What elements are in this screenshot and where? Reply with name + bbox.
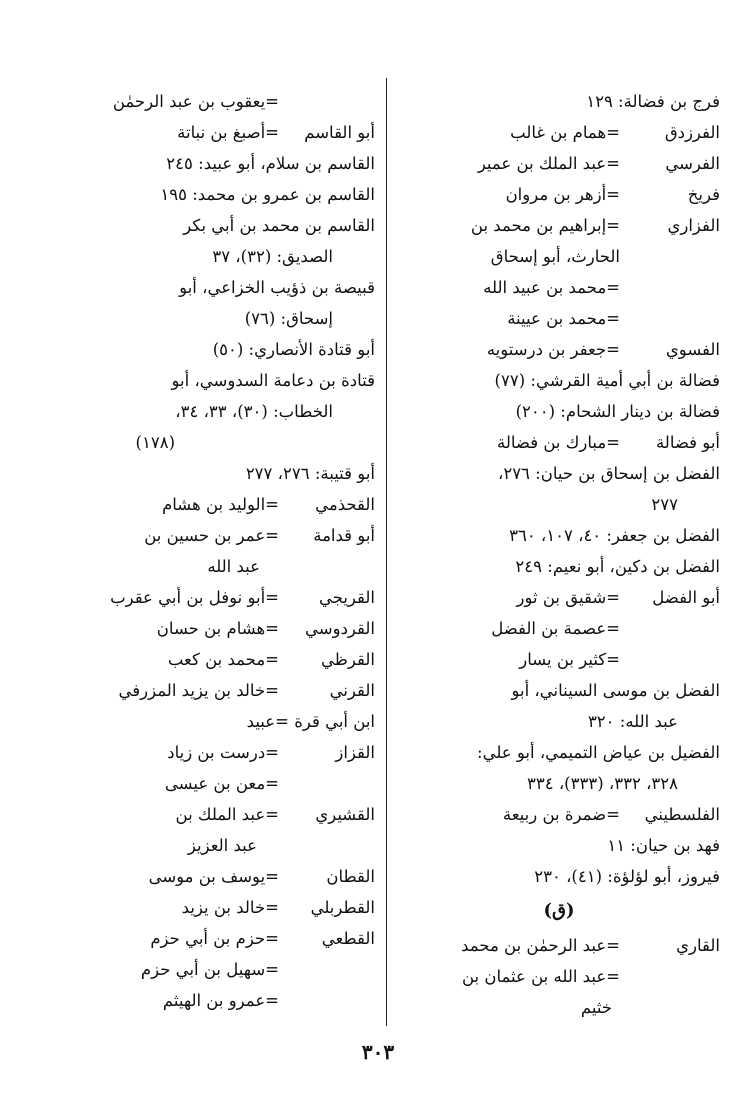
entry-continuation: عبد الله — [207, 557, 260, 576]
entry-name: القطربلي — [310, 898, 375, 917]
entry-name: الفسوي — [665, 340, 720, 359]
entry-name: القرظي — [321, 650, 375, 669]
entry-name: أبو الفضل — [652, 588, 720, 607]
entry-name: الفلسطيني — [644, 805, 720, 824]
index-entry: الفضل بن موسى السيناني، أبو — [511, 681, 720, 700]
entry-reference: =عبد الملك بن — [175, 805, 279, 824]
entry-reference: =أبو نوفل بن أبي عقرب — [110, 588, 279, 607]
entry-name: أبو فضالة — [655, 433, 720, 452]
index-entry — [105, 799, 375, 830]
entry-name: القزاز — [335, 743, 375, 762]
index-entry: الفضل بن جعفر: ٤٠، ١٠٧، ٣٦٠ — [509, 526, 720, 545]
index-entry: فضالة بن دينار الشحام: (٢٠٠) — [515, 402, 720, 421]
entry-reference: =همام بن غالب — [510, 123, 620, 142]
entry-reference: =هشام بن حسان — [156, 619, 279, 638]
page-number: ٣٠٣ — [361, 1040, 395, 1064]
index-entry — [398, 799, 720, 830]
index-column-right — [398, 86, 720, 1023]
entry-name: الفرزدق — [664, 123, 720, 142]
index-entry: الفضل بن إسحاق بن حيان: ٢٧٦، — [498, 464, 720, 483]
entry-reference: =أزهر بن مروان — [505, 185, 620, 204]
index-entry — [398, 427, 720, 458]
index-entry: القاسم بن عمرو بن محمد: ١٩٥ — [160, 185, 375, 204]
entry-continuation: خثيم — [580, 998, 612, 1017]
index-entry: قبيصة بن ذؤيب الخزاعي، أبو — [179, 278, 375, 297]
index-entry — [105, 675, 375, 706]
entry-reference: =جعفر بن درستويه — [486, 340, 620, 359]
entry-reference: =محمد بن عبيد الله — [483, 278, 620, 297]
index-entry: فهد بن حيان: ١١ — [607, 836, 720, 855]
index-entry — [398, 582, 720, 613]
entry-name: فريخ — [687, 185, 720, 204]
index-entry — [105, 861, 375, 892]
entry-name: أبو قدامة — [313, 526, 375, 545]
index-entry — [398, 210, 720, 241]
entry-reference: =يوسف بن موسى — [148, 867, 279, 886]
index-entry: قتادة بن دعامة السدوسي، أبو — [171, 371, 375, 390]
index-entry: أبو قتيبة: ٢٧٦، ٢٧٧ — [245, 464, 375, 483]
entry-name: القرني — [329, 681, 375, 700]
index-entry: أبو قتادة الأنصاري: (٥٠) — [212, 340, 375, 359]
entry-name: القشيري — [315, 805, 375, 824]
entry-continuation: ٢٧٧ — [651, 495, 678, 514]
entry-reference: =خالد بن يزيد — [181, 898, 279, 917]
entry-reference: =عبد الملك بن عمير — [477, 154, 620, 173]
entry-reference: =عبد الرحمٰن بن محمد — [461, 936, 620, 955]
index-column-left — [105, 86, 375, 1016]
entry-reference: =مبارك بن فضالة — [497, 433, 620, 452]
entry-name: أبو القاسم — [304, 123, 375, 142]
index-entry — [105, 892, 375, 923]
entry-continuation: الصديق: (٣٢)، ٣٧ — [212, 247, 333, 266]
index-entry: الفضيل بن عياض التميمي، أبو علي: — [477, 743, 720, 762]
column-divider — [386, 78, 387, 1026]
index-entry — [105, 489, 375, 520]
entry-reference: =أصبغ بن نباتة — [177, 123, 279, 142]
entry-reference: =محمد بن عيينة — [507, 309, 620, 328]
index-entry — [398, 334, 720, 365]
index-entry: القاسم بن محمد بن أبي بكر — [183, 216, 375, 235]
entry-name: القحذمي — [315, 495, 375, 514]
entry-reference: =كثير بن يسار — [519, 650, 620, 669]
entry-reference: =محمد بن كعب — [167, 650, 279, 669]
section-heading: (ق) — [543, 900, 575, 921]
index-entry — [398, 930, 720, 961]
index-entry — [398, 148, 720, 179]
entry-continuation: (١٧٨) — [135, 433, 175, 452]
entry-name: القردوسي — [305, 619, 375, 638]
entry-reference: =خالد بن يزيد المزرفي — [118, 681, 279, 700]
entry-reference: =يعقوب بن عبد الرحمٰن — [112, 92, 279, 111]
index-entry: الفضل بن دكين، أبو نعيم: ٢٤٩ — [515, 557, 720, 576]
index-entry: فيروز، أبو لؤلؤة: (٤١)، ٢٣٠ — [534, 867, 720, 886]
entry-reference: =الوليد بن هشام — [162, 495, 279, 514]
index-entry — [398, 117, 720, 148]
index-entry — [105, 737, 375, 768]
index-entry — [105, 117, 375, 148]
entry-reference: =درست بن زياد — [167, 743, 279, 762]
index-entry — [105, 582, 375, 613]
index-entry: القاسم بن سلام، أبو عبيد: ٢٤٥ — [166, 154, 375, 173]
index-entry — [105, 923, 375, 954]
index-entry — [105, 520, 375, 551]
entry-continuation: عبد الله: ٣٢٠ — [587, 712, 678, 731]
entry-continuation: الخطاب: (٣٠)، ٣٣، ٣٤، — [175, 402, 333, 421]
entry-continuation: عبد العزيز — [187, 836, 257, 855]
entry-continuation: إسحاق: (٧٦) — [244, 309, 333, 328]
entry-name: القطعي — [321, 929, 375, 948]
entry-reference: =إبراهيم بن محمد بن — [470, 216, 620, 235]
entry-reference: =عبد الله بن عثمان بن — [461, 967, 620, 986]
entry-reference: =شقيق بن ثور — [516, 588, 620, 607]
entry-reference: =عصمة بن الفضل — [491, 619, 620, 638]
entry-reference: =حزم بن أبي حزم — [150, 929, 279, 948]
entry-continuation: الحارث، أبو إسحاق — [490, 247, 620, 266]
index-entry: ابن أبي قرة =عبيد — [246, 712, 375, 731]
index-entry — [105, 644, 375, 675]
index-entry: فضالة بن أبي أمية القرشي: (٧٧) — [494, 371, 720, 390]
entry-reference: =معن بن عيسى — [164, 774, 279, 793]
entry-name: القريجي — [318, 588, 375, 607]
index-entry — [398, 179, 720, 210]
entry-reference: =ضمرة بن ربيعة — [502, 805, 620, 824]
entry-reference: =عمر بن حسين بن — [144, 526, 279, 545]
entry-name: القاري — [676, 936, 720, 955]
entry-reference: =سهيل بن أبي حزم — [140, 960, 279, 979]
entry-name: الفرسي — [665, 154, 720, 173]
entry-name: القطان — [326, 867, 375, 886]
entry-name: الفزاري — [667, 216, 720, 235]
index-entry: فرج بن فضالة: ١٢٩ — [586, 92, 720, 111]
index-entry — [105, 613, 375, 644]
entry-reference: =عمرو بن الهيثم — [162, 991, 279, 1010]
entry-continuation: ٣٢٨، ٣٣٢، (٣٣٣)، ٣٣٤ — [527, 774, 678, 793]
